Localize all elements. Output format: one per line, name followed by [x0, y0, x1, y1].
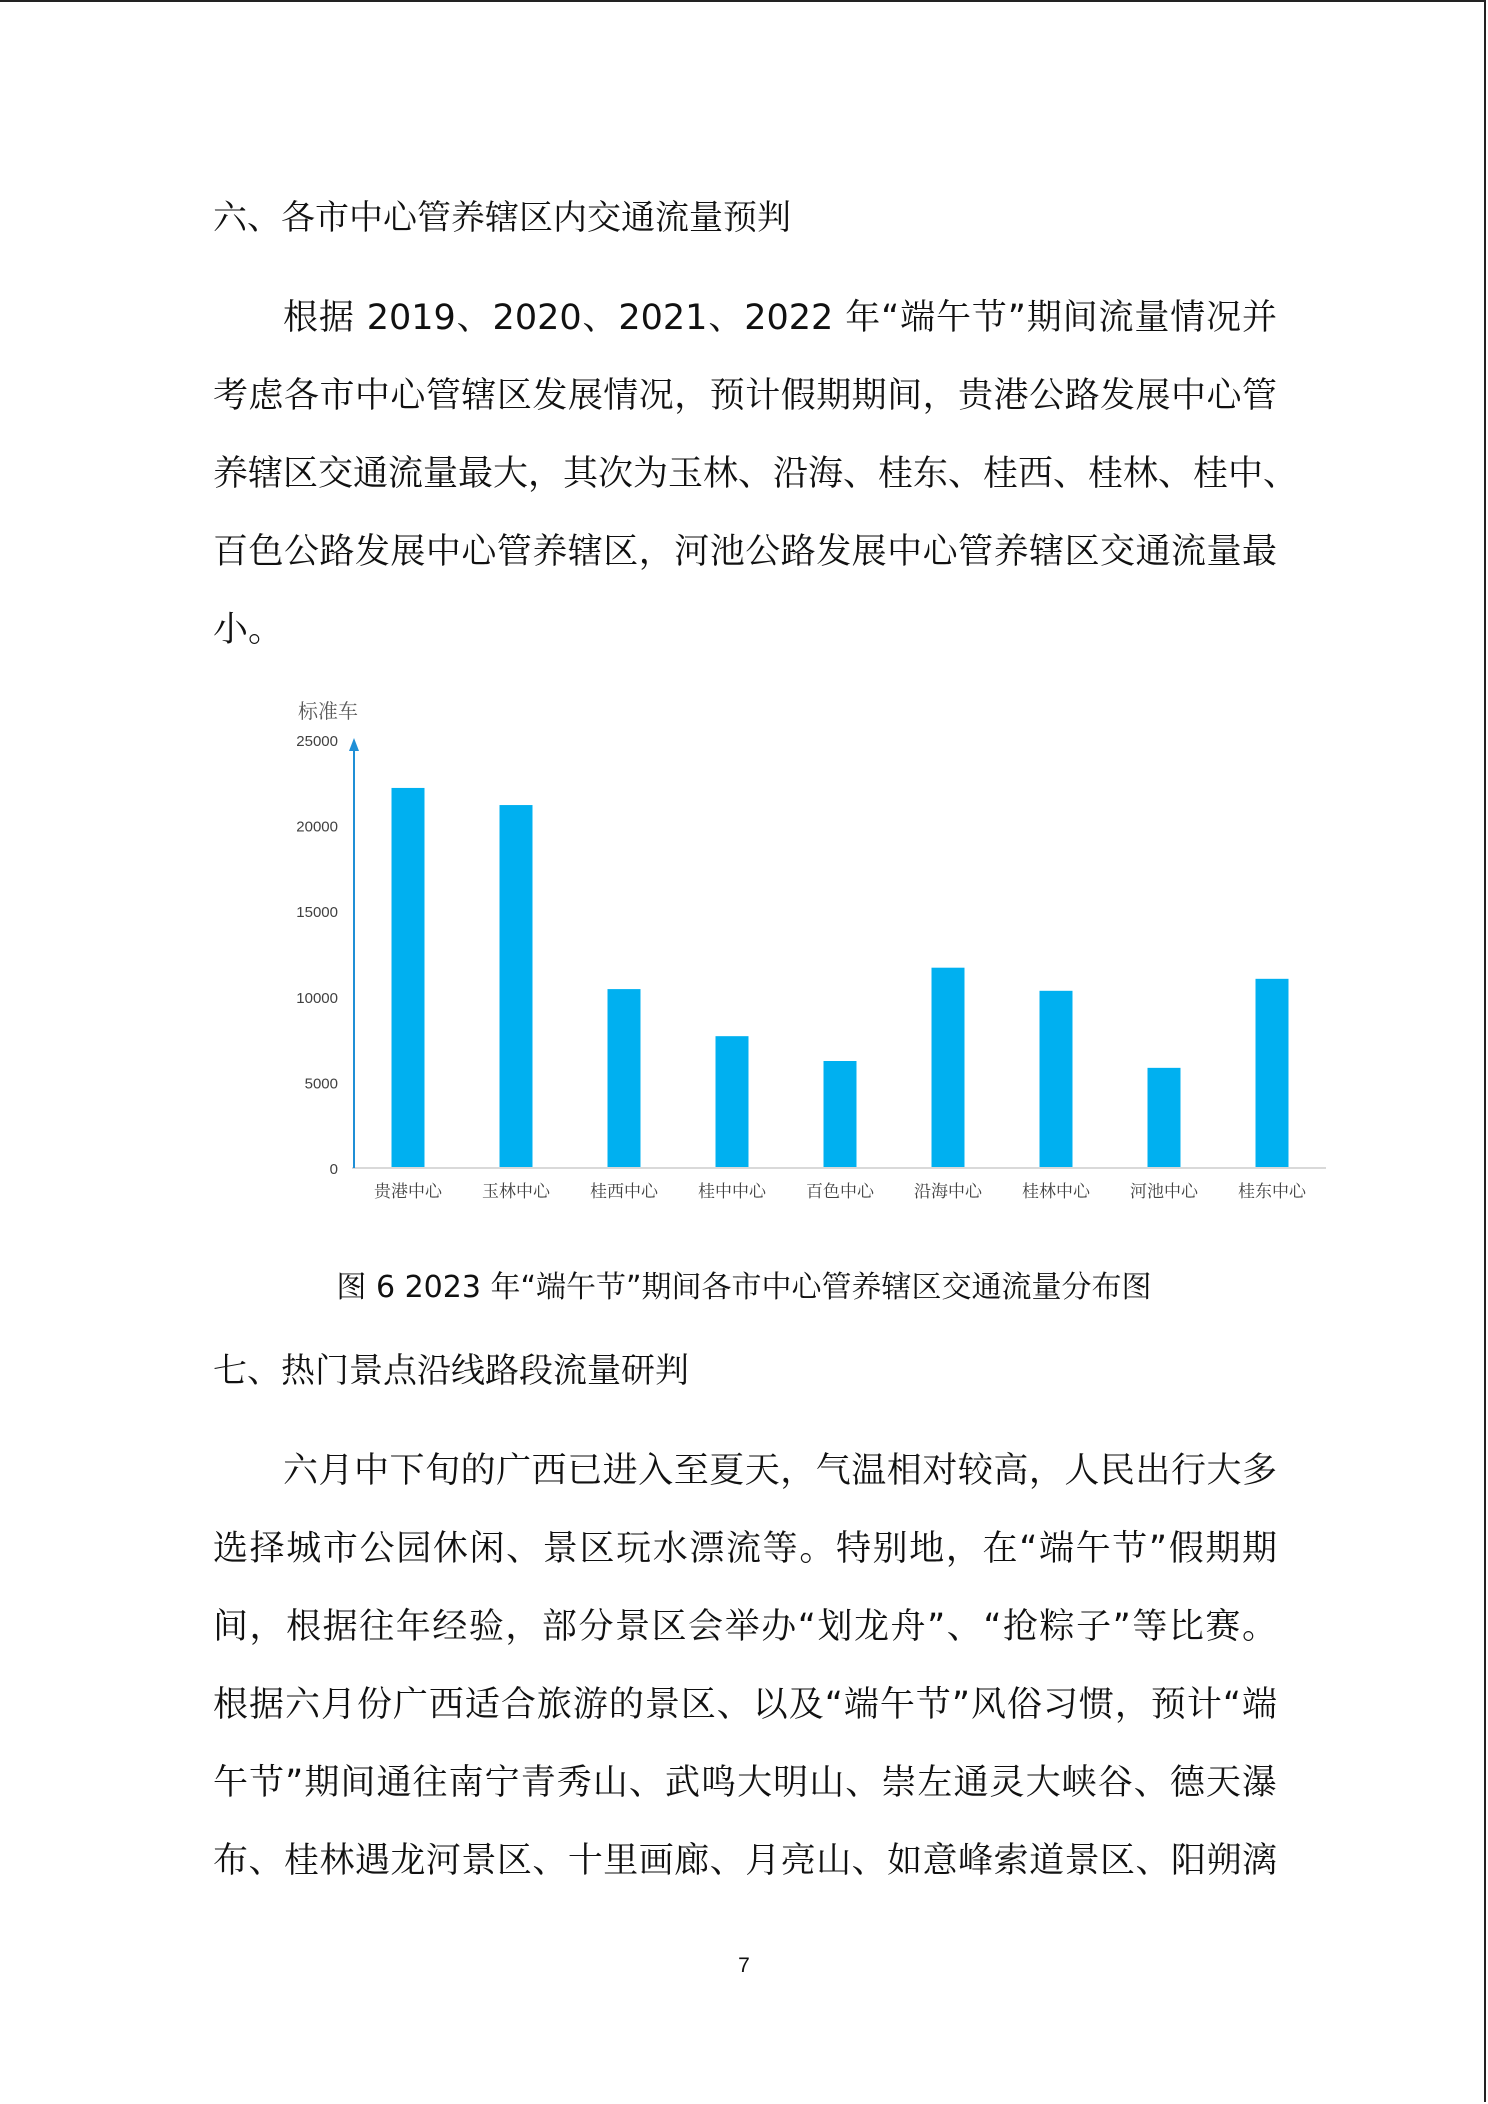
paragraph-line: 布、桂林遇龙河景区、十里画廊、月亮山、如意峰索道景区、阳朔漓 [213, 1841, 1277, 1881]
y-tick-label: 25000 [296, 733, 338, 750]
bar [824, 1061, 857, 1168]
bar [1040, 991, 1073, 1168]
bar [392, 788, 425, 1168]
y-tick-label: 20000 [296, 818, 338, 836]
paragraph-line: 根据 2019、2020、2021、2022 年“端午节”期间流量情况并 [283, 298, 1277, 338]
x-tick-label: 桂西中心 [590, 1182, 658, 1202]
bar [608, 989, 641, 1168]
x-tick-label: 贵港中心 [374, 1182, 442, 1202]
y-axis-arrow-icon [349, 738, 359, 751]
x-tick-label: 百色中心 [806, 1182, 874, 1202]
paragraph-line: 养辖区交通流量最大，其次为玉林、沿海、桂东、桂西、桂林、桂中、 [213, 454, 1299, 494]
paragraph-line: 考虑各市中心管辖区发展情况，预计假期期间，贵港公路发展中心管 [213, 376, 1277, 416]
y-tick-label: 5000 [304, 1075, 338, 1093]
x-tick-label: 玉林中心 [482, 1182, 550, 1202]
bar [500, 805, 533, 1168]
x-tick-label: 河池中心 [1130, 1182, 1198, 1202]
bar [1256, 979, 1289, 1168]
paragraph-line: 小。 [213, 610, 284, 650]
figure-caption: 图 6 2023 年“端午节”期间各市中心管养辖区交通流量分布图 [336, 1270, 1152, 1305]
x-tick-label: 沿海中心 [914, 1182, 982, 1202]
y-tick-label: 10000 [296, 989, 338, 1007]
page-number: 7 [738, 1954, 750, 1977]
bar [1148, 1068, 1181, 1168]
paragraph-line: 间，根据往年经验，部分景区会举办“划龙舟”、“抢粽子”等比赛。 [213, 1607, 1277, 1647]
x-tick-label: 桂中中心 [698, 1182, 766, 1202]
y-tick-label: 0 [329, 1161, 338, 1178]
x-tick-label: 桂东中心 [1238, 1182, 1306, 1202]
bar [716, 1036, 749, 1168]
y-tick-label: 15000 [296, 904, 338, 922]
paragraph-line: 午节”期间通往南宁青秀山、武鸣大明山、崇左通灵大峡谷、德天瀑 [213, 1763, 1277, 1803]
section7-paragraph [213, 1432, 1277, 1900]
paragraph-line: 选择城市公园休闲、景区玩水漂流等。特别地，在“端午节”假期期 [213, 1529, 1277, 1569]
x-tick-label: 桂林中心 [1022, 1182, 1090, 1202]
y-axis-title: 标准车 [298, 701, 358, 723]
section6-heading: 六、各市中心管养辖区内交通流量预判 [213, 198, 791, 238]
paragraph-line: 百色公路发展中心管养辖区，河池公路发展中心管养辖区交通流量最 [213, 532, 1277, 572]
section7-heading: 七、热门景点沿线路段流量研判 [213, 1351, 689, 1391]
paragraph-line: 根据六月份广西适合旅游的景区、以及“端午节”风俗习惯，预计“端 [213, 1685, 1277, 1725]
bar [932, 968, 965, 1168]
paragraph-line: 六月中下旬的广西已进入至夏天，气温相对较高，人民出行大多 [283, 1451, 1277, 1491]
